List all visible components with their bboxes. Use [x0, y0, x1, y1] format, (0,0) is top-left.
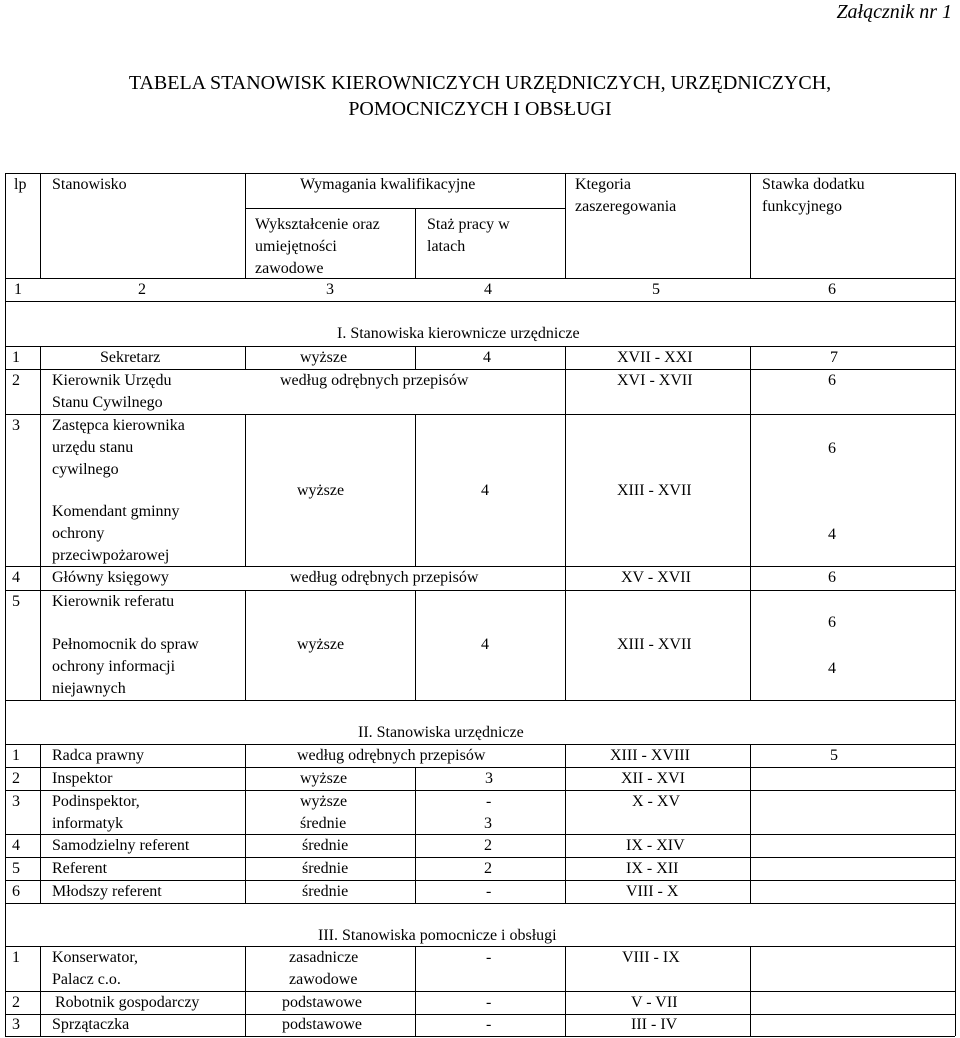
row-experience: 3 — [485, 770, 493, 787]
row-lp: 5 — [12, 593, 20, 610]
row-lp: 3 — [12, 793, 20, 810]
row-name-b-line3: niejawnych — [52, 680, 126, 697]
row-category: XVII - XXI — [617, 349, 693, 366]
row-allowance: 6 — [828, 372, 836, 389]
row-name-b-line1: Pełnomocnik do spraw — [52, 636, 199, 653]
header-allowance-2: funkcyjnego — [762, 198, 842, 215]
header-experience-1: Staż pracy w — [427, 216, 510, 233]
row-name: Referent — [52, 860, 108, 877]
row-education: podstawowe — [282, 994, 362, 1011]
row-experience: - — [486, 1016, 492, 1033]
col-number-5: 5 — [652, 281, 660, 298]
row-name-a-line3: cywilnego — [52, 461, 119, 478]
row-lp: 4 — [12, 837, 20, 854]
row-name-line1: Konserwator, — [52, 949, 138, 966]
row-name-line2: Stanu Cywilnego — [52, 394, 163, 411]
row-category: IX - XIV — [626, 837, 685, 854]
row-lp: 2 — [12, 372, 20, 389]
document-title-line1: TABELA STANOWISK KIEROWNICZYCH URZĘDNICZYCH, URZĘDNICZYCH, — [128, 72, 832, 94]
row-category: VIII - IX — [622, 949, 680, 966]
row-name-b-line2: ochrony — [52, 525, 105, 542]
row-category: XIII - XVII — [617, 482, 692, 499]
row-education: według odrębnych przepisów — [290, 569, 479, 586]
row-education: według odrębnych przepisów — [280, 372, 469, 389]
row-name-line2: informatyk — [52, 815, 124, 832]
row-name-b-line1: Komendant gminny — [52, 503, 180, 520]
row-name: Młodszy referent — [52, 883, 162, 900]
row-experience: 4 — [483, 349, 491, 366]
row-allowance-a: 6 — [828, 614, 836, 631]
row-name-line1: Podinspektor, — [52, 793, 140, 810]
row-name-b-line3: przeciwpożarowej — [52, 547, 170, 564]
row-lp: 1 — [12, 949, 20, 966]
row-education: średnie — [302, 883, 349, 900]
row-name: Radca prawny — [52, 747, 144, 764]
row-name-a-line1: Zastępca kierownika — [52, 417, 185, 434]
row-experience-line1: - — [486, 793, 492, 810]
row-category: XIII - XVIII — [610, 747, 690, 764]
row-education: wyższe — [297, 482, 345, 499]
row-allowance-a: 6 — [828, 440, 836, 457]
row-education-line2: średnie — [300, 815, 347, 832]
row-name-a: Kierownik referatu — [52, 593, 175, 610]
row-category: XII - XVI — [621, 770, 685, 787]
row-name: Sprzątaczka — [52, 1016, 130, 1033]
row-education: wyższe — [300, 349, 348, 366]
header-lp: lp — [14, 176, 27, 193]
row-category: III - IV — [631, 1016, 678, 1033]
row-lp: 2 — [12, 770, 20, 787]
row-lp: 6 — [12, 883, 20, 900]
row-education: wyższe — [297, 636, 345, 653]
row-allowance-b: 4 — [828, 660, 836, 677]
attachment-label: Załącznik nr 1 — [836, 1, 952, 23]
row-education: podstawowe — [282, 1016, 362, 1033]
row-experience: - — [486, 994, 492, 1011]
header-category-1: Ktegoria — [575, 176, 631, 193]
header-education-3: zawodowe — [255, 260, 324, 277]
col-number-2: 2 — [138, 281, 146, 298]
row-lp: 3 — [12, 417, 20, 434]
row-education: średnie — [302, 837, 349, 854]
col-number-6: 6 — [828, 281, 836, 298]
row-education-line1: zasadnicze — [289, 949, 359, 966]
row-experience: 4 — [481, 636, 489, 653]
col-number-3: 3 — [326, 281, 334, 298]
row-category: VIII - X — [626, 883, 679, 900]
row-allowance-b: 4 — [828, 526, 836, 543]
section-title-1: I. Stanowiska kierownicze urzędnicze — [337, 325, 580, 342]
row-education: wyższe — [300, 770, 348, 787]
col-number-4: 4 — [484, 281, 492, 298]
row-lp: 5 — [12, 860, 20, 877]
row-experience-line2: 3 — [484, 815, 492, 832]
row-allowance: 5 — [830, 747, 838, 764]
row-education-line2: zawodowe — [289, 971, 358, 988]
row-name: Inspektor — [52, 770, 113, 787]
row-category: XVI - XVII — [617, 372, 693, 389]
row-name-line2: Palacz c.o. — [52, 971, 121, 988]
header-category-2: zaszeregowania — [575, 198, 677, 215]
row-lp: 1 — [12, 349, 20, 366]
row-experience: 4 — [481, 482, 489, 499]
row-name: Robotnik gospodarczy — [55, 994, 200, 1011]
row-category: IX - XII — [626, 860, 679, 877]
header-position: Stanowisko — [52, 176, 127, 193]
col-number-1: 1 — [14, 281, 22, 298]
row-name: Samodzielny referent — [52, 837, 190, 854]
row-education-line1: wyższe — [300, 793, 348, 810]
row-name: Sekretarz — [100, 349, 161, 366]
header-education-1: Wykształcenie oraz — [255, 216, 380, 233]
row-experience: - — [486, 949, 492, 966]
row-category: X - XV — [632, 793, 680, 810]
header-allowance-1: Stawka dodatku — [762, 176, 865, 193]
header-education-2: umiejętności — [255, 238, 337, 255]
section-title-2: II. Stanowiska urzędnicze — [358, 724, 524, 741]
row-education: średnie — [302, 860, 349, 877]
row-lp: 1 — [12, 747, 20, 764]
row-lp: 2 — [12, 994, 20, 1011]
row-experience: 2 — [484, 837, 492, 854]
row-experience: - — [486, 883, 492, 900]
row-category: V - VII — [631, 994, 678, 1011]
row-allowance: 6 — [828, 569, 836, 586]
row-name-b-line2: ochrony informacji — [52, 658, 176, 675]
row-allowance: 7 — [830, 349, 838, 366]
row-name: Główny księgowy — [52, 569, 169, 586]
row-lp: 3 — [12, 1016, 20, 1033]
row-category: XV - XVII — [621, 569, 691, 586]
row-name-a-line2: urzędu stanu — [52, 439, 134, 456]
row-education: według odrębnych przepisów — [297, 747, 486, 764]
row-lp: 4 — [12, 569, 20, 586]
row-experience: 2 — [484, 860, 492, 877]
header-experience-2: latach — [427, 238, 466, 255]
row-category: XIII - XVII — [617, 636, 692, 653]
row-name-line1: Kierownik Urzędu — [52, 372, 172, 389]
section-title-3: III. Stanowiska pomocnicze i obsługi — [318, 927, 557, 944]
document-title-line2: POMOCNICZYCH I OBSŁUGI — [348, 98, 612, 120]
header-requirements: Wymagania kwalifikacyjne — [300, 176, 476, 193]
